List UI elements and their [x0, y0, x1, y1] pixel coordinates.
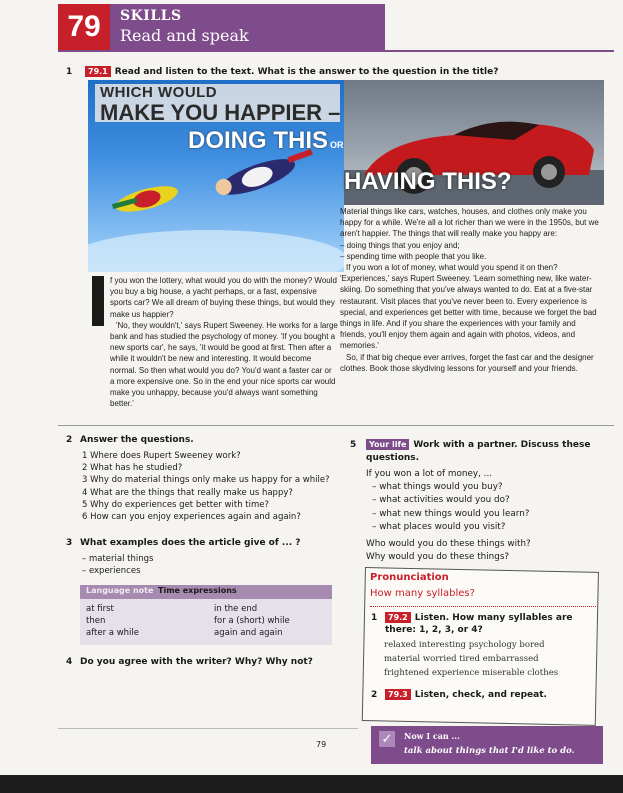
pron-step1-number: 1: [371, 613, 378, 623]
article-para: Material things like cars, watches, houses, and clothes only make you happy for a while. We're all a lot richer than we were in the 1950s, but we aren't happier. The things that will really make you happy are:: [340, 207, 599, 239]
ex3-instruction: What examples does the article give of ... ?: [80, 538, 301, 548]
syllable-words-row-2: material worried tired embarrassed: [384, 654, 539, 664]
syllable-words-row-1: relaxed interesting psychology bored: [384, 640, 545, 650]
list-item: – experiences: [82, 566, 141, 577]
page-number: 79: [316, 740, 327, 749]
audio-badge-79-1[interactable]: 79.1: [85, 66, 111, 77]
your-life-badge: Your life: [366, 439, 409, 450]
pron-step2-instruction: [385, 689, 547, 700]
list-item: at first: [86, 604, 114, 614]
article-para: If you won a lot of money, what would you spend it on then? 'Experiences,' says Rupert Sweeney. 'Learn something new, like water-skiing. Do something that you've always wanted to do. Eat at a five-star restaurant. Visit places that you've never been to. Every experience is special, and experiences get better with time, because we forget the bad things in life. And if you share the experiences with your family and friends, you'll enjoy them again and again with photos, videos, and memories.': [340, 263, 597, 351]
ex2-number: 2: [66, 435, 73, 445]
ex4-instruction: Do you agree with the writer? Why? Why not?: [80, 657, 313, 667]
list-item: – what new things would you learn?: [372, 508, 530, 519]
header-rule: [58, 50, 614, 52]
section-divider: [58, 425, 614, 426]
list-item: after a while: [86, 628, 140, 639]
ex2-question-list: [82, 450, 330, 523]
ex4-number: 4: [66, 657, 73, 667]
ex3-item-list: [82, 553, 153, 577]
unit-number: 79: [58, 4, 110, 50]
ex5-number: 5: [350, 440, 357, 450]
ex5-instruction: [366, 439, 606, 465]
ex1-number: 1: [66, 67, 73, 77]
scan-background-edge: [0, 775, 623, 793]
list-item: 5 Why do experiences get better with time?: [82, 499, 269, 510]
list-item: Why would you do these things?: [366, 552, 510, 563]
list-item: – what activities would you do?: [372, 495, 510, 506]
list-item: Who would you do these things with?: [366, 539, 531, 550]
pron-step1-text: Listen. How many syllables are there: 1, 2, 3, or 4?: [385, 613, 573, 635]
list-item: 2 What has he studied?: [82, 463, 183, 474]
list-item: for a (short) while: [214, 616, 290, 627]
list-item: 4 What are the things that really make us happy?: [82, 487, 293, 498]
ex5-prompt-list: [366, 468, 531, 564]
list-item: If you won a lot of money, ...: [366, 469, 493, 479]
now-i-can-label: Now I can ...: [404, 731, 460, 741]
language-note-label: Language note: [86, 586, 154, 595]
pronunciation-subtitle: How many syllables?: [370, 588, 475, 599]
now-i-can-goal: talk about things that I'd like to do.: [404, 746, 575, 756]
article-para: So, if that big cheque ever arrives, forget the fast car and the designer clothes. Book those skydiving lessons for yourself and your friends.: [340, 352, 594, 373]
audio-badge-79-3[interactable]: 79.3: [385, 689, 411, 700]
ex1-text: Read and listen to the text. What is the answer to the question in the title?: [114, 67, 499, 77]
pronunciation-title: Pronunciation: [370, 572, 449, 583]
section-label: SKILLS: [120, 8, 182, 24]
audio-badge-79-2[interactable]: 79.2: [385, 612, 411, 623]
article-left-column: [110, 275, 338, 409]
page-bottom-rule: [58, 728, 358, 729]
list-item: again and again: [214, 628, 283, 639]
headline-or: OR: [330, 140, 344, 150]
ex5-text: Work with a partner. Discuss these questions.: [366, 440, 591, 463]
language-note-header: [80, 585, 332, 599]
time-expressions-left: [86, 603, 139, 640]
list-item: 6 How can you enjoy experiences again and again?: [82, 512, 301, 523]
list-item: then: [86, 616, 106, 627]
dotted-divider: [370, 606, 596, 607]
headline-line-1: WHICH WOULD: [100, 84, 218, 101]
list-item: in the end: [214, 604, 258, 614]
language-note-title: Time expressions: [158, 586, 237, 595]
pron-step2-text: Listen, check, and repeat.: [414, 690, 547, 700]
headline-line-4: HAVING THIS?: [344, 168, 512, 195]
pron-step2-number: 2: [371, 690, 378, 700]
article-right-column: [340, 206, 602, 374]
ex3-number: 3: [66, 538, 73, 548]
checkmark-icon: ✓: [379, 731, 395, 747]
pron-step1-instruction: [385, 612, 595, 636]
ex1-instruction: [85, 66, 605, 77]
list-item: – what places would you visit?: [372, 521, 506, 532]
headline-line-2: MAKE YOU HAPPIER –: [100, 100, 341, 125]
list-item: 1 Where does Rupert Sweeney work?: [82, 451, 241, 461]
ex2-instruction: Answer the questions.: [80, 435, 194, 445]
syllable-words-row-3: frightened experience miserable clothes: [384, 668, 559, 678]
article-para: – doing things that you enjoy and;: [340, 240, 460, 250]
article-para: – spending time with people that you like.: [340, 251, 487, 261]
drop-cap-i: [92, 276, 104, 326]
unit-title: Read and speak: [120, 26, 249, 45]
headline-line-3: DOING THIS: [188, 127, 329, 154]
list-item: 3 Why do material things only make us happy for a while?: [82, 475, 330, 486]
list-item: – material things: [82, 554, 154, 564]
time-expressions-right: [214, 603, 290, 640]
list-item: – what things would you buy?: [372, 482, 503, 493]
article-para: f you won the lottery, what would you do with the money? Would you buy a big house, a yacht perhaps, or a fast, expensive sports car? We all dream of buying these things, but would they make us happier?: [110, 276, 337, 319]
article-para: 'No, they wouldn't,' says Rupert Sweeney. He works for a large bank and has studied the psychology of money. 'If you bought a new sports car', he says, 'it would be good at first. Then after a while it wouldn't be new and interesting. It would become normal. So then what would you do? You'd want a faster car or a more expensive one. So in the end your nice sports car would make you unhappy, because you'd always want something better.': [110, 320, 338, 409]
